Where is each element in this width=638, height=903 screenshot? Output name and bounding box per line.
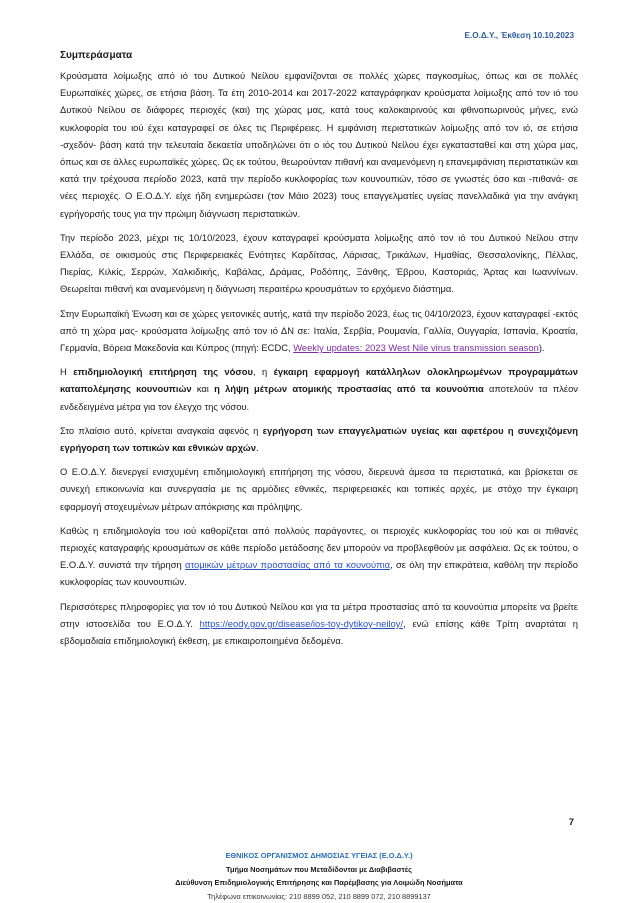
bold-text: εγρήγορση των επαγγελματιών υγείας και αφετέρου η συνεχιζόμενη εγρήγορση των τοπικών και εθνικών αρχών [60,424,578,454]
paragraph-text: Περισσότερες πληροφορίες για τον ιό του Δυτικού Νείλου και για τα μέτρα προστασίας από τα κουνούπια μπορείτε να βρείτε στην ιστοσελίδα του Ε.Ο.Δ.Υ. [60,600,578,629]
footer-division: Διεύθυνση Επιδημιολογικής Επιτήρησης και Παρέμβασης για Λοιμώδη Νοσήματα [175,878,463,888]
paragraph-text: και [191,383,215,395]
paragraph-surveillance: Ο Ε.Ο.Δ.Υ. διενεργεί ενισχυμένη επιδημιολογική επιτήρηση της νόσου, διερευνά άμεσα τα περιστατικά, και βρίσκεται σε συνεχή επικοινωνία και συνεργασία με τις αρμόδιες εθνικές, περιφερειακές και τοπικές αρχές, με στόχο την έγκαιρη εφαρμογή στοχευμένων μέτρων απόκρισης και πρόληψης. [60,466,578,512]
ecdc-weekly-updates-link[interactable]: Weekly updates: 2023 West Nile virus transmission season [293,342,539,354]
protection-measures-link[interactable]: ατομικών μέτρων προστασίας από τα κουνούπια [185,559,391,571]
eody-website-link[interactable]: https://eody.gov.gr/disease/ios-toy-dytikoy-neiloy/ [199,617,404,629]
bold-text: έγκαιρη εφαρμογή κατάλληλων ολοκληρωμένων προγραμμάτων καταπολέμησης κουνουπιών [60,366,578,395]
bold-text: επιδημιολογική επιτήρηση της νόσου [73,366,253,378]
report-header: Ε.Ο.Δ.Υ., Έκθεση 10.10.2023 [464,31,574,40]
paragraph-greece-cases: Την περίοδο 2023, μέχρι τις 10/10/2023, έχουν καταγραφεί κρούσματα λοίμωξης από τον ιό του Δυτικού Νείλου στην Ελλάδα, σε οικισμούς στις Περιφερειακές Ενότητες Καρδίτσας, Λάρισας, Τρικάλων, Ημαθίας, Θεσσαλονίκης, Πέλλας, Πιερίας, Κιλκίς, Σερρών, Χαλκιδικής, Καβάλας, Δράμας, Ροδόπης, Ξάνθης, Έβρου, Καστοριάς, Άρτας και Ιωαννίνων. Θεωρείται πιθανή και αναμενόμενη η διάγνωση περαιτέρω κρουσμάτων το ερχόμενο διάστημα. [60,231,578,295]
paragraph-text: . [255,442,259,454]
paragraph-control-measures [60,363,578,415]
paragraph-text: Καθώς η επιδημιολογία του ιού καθορίζεται από πολλούς παράγοντες, οι περιοχές κυκλοφορίας του ιού και οι πιθανές περιοχές καταγραφής κρουσμάτων σε κάθε περίοδο μετάδοσης δεν μπορούν να προβλεφθούν με ασφάλεια. Ως εκ τούτου, ο Ε.Ο.Δ.Υ. συνιστά την τήρηση [60,524,578,571]
paragraph-more-info [60,598,578,650]
page-footer [0,849,638,903]
section-title: Συμπεράσματα [60,50,133,61]
paragraph-text: ). [538,342,545,354]
bold-text: η λήψη μέτρων ατομικής προστασίας από τα κουνούπια [214,383,484,395]
paragraph-text: , η [252,366,274,378]
paragraph-text: Στο πλαίσιο αυτό, κρίνεται αναγκαία αφενός η [60,424,263,436]
footer-department: Τμήμα Νοσημάτων που Μεταδίδονται με Διαβιβαστές [226,864,412,874]
paragraph-text: αποτελούν τα πλέον ενδεδειγμένα μέτρα για τον έλεγχο της νόσου. [60,383,578,412]
footer-phones: Τηλέφωνα επικοινωνίας: 210 8899 052, 210 8899 072, 210 8899137 [207,891,431,901]
paragraph-text: , σε όλη την επικράτεια, καθόλη την περίοδο κυκλοφορίας των κουνουπιών. [60,559,578,588]
page-number: 7 [568,817,574,828]
paragraph-eu-cases [60,305,578,357]
paragraph-vigilance [60,422,578,456]
paragraph-text: Η [60,366,74,378]
report-content [60,47,578,656]
paragraph-background: Κρούσματα λοίμωξης από ιό του Δυτικού Νείλου εμφανίζονται σε πολλές χώρες παγκοσμίως, όπως και σε πολλές Ευρωπαϊκές χώρες, σε ετήσια βάση. Τα έτη 2010-2014 και 2017-2022 καταγράφηκαν κρούσματα λοίμωξης από τον ιό του Δυτικού Νείλου σε διάφορες περιοχές (και) της χώρας μας, κατά τους καλοκαιρινούς και φθινοπωρινούς μήνες, ενώ κυκλοφορία του ιού έχει καταγραφεί σε όλες τις Περιφέρειες. Η εμφάνιση περιστατικών λοίμωξης από τον ιό, σε ετήσια -σχεδόν- βάση κατά την τελευταία δεκαετία υποδηλώνει ότι ο ιός του Δυτικού Νείλου έχει εγκατασταθεί και στη χώρα μας, όπως και σε άλλες ευρωπαϊκές χώρες. Ως εκ τούτου, θεωρούνταν πιθανή και αναμενόμενη η επανεμφάνιση περιστατικών και κατά την τρέχουσα περίοδο 2023, κατά την περίοδο κυκλοφορίας των κουνουπιών, τόσο σε γνωστές όσο και -πιθανά- σε νέες περιοχές. Ο Ε.Ο.Δ.Υ. είχε ήδη ενημερώσει (τον Μάιο 2023) τους επαγγελματίες υγείας πανελλαδικά για την ανάγκη εγρήγορσής τους για την πρώιμη διάγνωση περιστατικών. [60,70,578,219]
paragraph-text: Στην Ευρωπαϊκή Ένωση και σε χώρες γειτονικές αυτής, κατά την περίοδο 2023, έως τις 04/10/2023, έχουν καταγραφεί -εκτός από τη χώρα μας- κρούσματα λοίμωξης από τον ιό ΔΝ σε: Ιταλία, Σερβία, Ρουμανία, Γαλλία, Ουγγαρία, Ισπανία, Κροατία, Γερμανία, Βόρεια Μακεδονία και Κύπρος (πηγή: ECDC, [60,307,578,354]
paragraph-prevention [60,522,578,591]
footer-organization: ΕΘΝΙΚΟΣ ΟΡΓΑΝΙΣΜΟΣ ΔΗΜΟΣΙΑΣ ΥΓΕΙΑΣ (Ε.Ο.Δ.Υ.) [225,851,413,860]
paragraph-text: , ενώ επίσης κάθε Τρίτη αναρτάται η εβδομαδιαία επιδημιολογική έκθεση, με επικαιροποιημένα δεδομένα. [60,617,578,647]
